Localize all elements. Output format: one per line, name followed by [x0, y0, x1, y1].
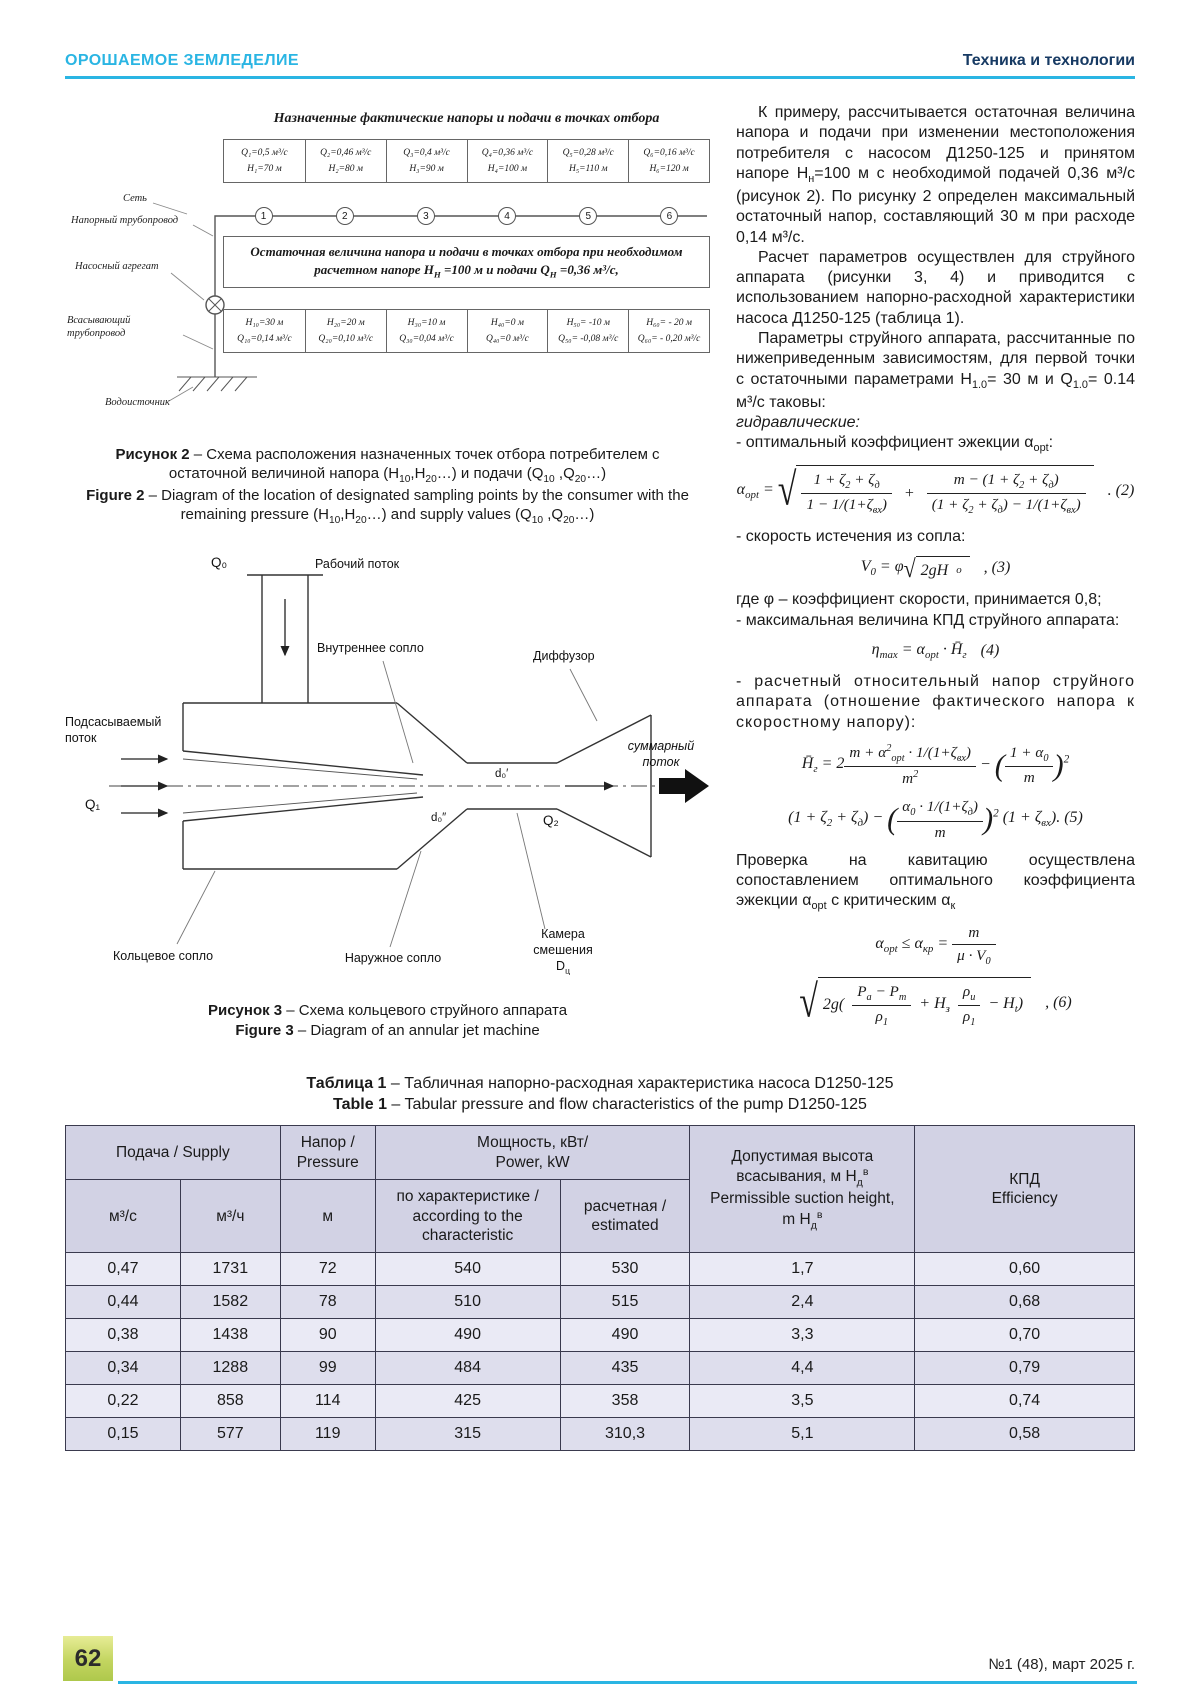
table-row — [66, 1352, 1135, 1385]
table-cell: 5,1 — [690, 1418, 915, 1451]
paragraph: Проверка на кавитацию осуществлена сопоставлением оптимального коэффициента эжекции $\alpha_{opt}$ с критическим $\alpha_к$ — [736, 851, 1135, 913]
formula-term: ( — [994, 748, 1005, 783]
point-marker: 4 — [498, 207, 516, 225]
point-marker: 6 — [660, 207, 678, 225]
formula-term: $\rho_1$ — [875, 1008, 888, 1029]
table-cell: 114 — [280, 1385, 375, 1418]
table-cell: Q₅=0,28 м³/с H₅=110 м — [547, 140, 628, 182]
table-1-caption — [65, 1074, 1135, 1116]
point-marker: 3 — [417, 207, 435, 225]
formula-term: 2gH о — [916, 556, 970, 581]
table-cell: 0,22 — [66, 1385, 181, 1418]
table-cell: 0,79 — [915, 1352, 1135, 1385]
formula-5-line-1 — [736, 742, 1135, 789]
table-1-caption-en: Table 1 – Tabular pressure and flow characteristics of the pump D1250-125 — [333, 1095, 867, 1113]
table-cell: 1,7 — [690, 1253, 915, 1286]
q0-label: Q₀ — [211, 555, 228, 571]
annular-nozzle-label: Кольцевое сопло — [113, 949, 214, 964]
formula-term: $\alpha_{opt}$ = — [736, 480, 778, 502]
formula-term: $1 + \alpha_0$ — [1005, 743, 1054, 767]
q2-label: Q₂ — [543, 813, 559, 829]
diffuser-label: Диффузор — [533, 649, 595, 664]
header-rule — [65, 76, 1135, 79]
figure-3 — [65, 551, 710, 1039]
table-cell: 310,3 — [560, 1418, 690, 1451]
paragraph: - оптимальный коэффициент эжекции $\alpha_{opt}$: — [736, 434, 1054, 455]
formula-term: $V_0 = \varphi$ — [860, 558, 904, 579]
table-1 — [65, 1125, 1135, 1451]
content-columns — [65, 103, 1135, 1040]
paragraph: Расчет параметров осуществлен для струйного аппарата (рисунки 3, 4) и приводится с использованием напорно-расходной характеристики насоса Д1250-125 (таблица 1). — [736, 248, 1135, 327]
network-label: Сеть — [123, 193, 147, 204]
table-cell: 435 — [560, 1352, 690, 1385]
table-row — [66, 1418, 1135, 1451]
table-cell: 1438 — [180, 1319, 280, 1352]
formula-term: $H̄_г = 2$ — [801, 754, 845, 775]
q1-label: Q₁ — [85, 797, 101, 813]
figure-3-diagram — [65, 551, 710, 991]
table-cell: Q₆=0,16 м³/с H₆=120 м — [628, 140, 709, 182]
formula-term: m — [952, 923, 995, 944]
page-number-box — [63, 1636, 113, 1681]
figure-3-caption-en: Figure 3 – Diagram of an annular jet machine — [235, 1021, 540, 1039]
formula-4 — [736, 640, 1135, 663]
formula-term: m — [934, 823, 946, 841]
table-cell: 0,38 — [66, 1319, 181, 1352]
suction-flow-label: Подсасываемый поток — [65, 715, 162, 746]
table-cell: 72 — [280, 1253, 375, 1286]
table-cell: 0,60 — [915, 1253, 1135, 1286]
table-cell: 315 — [375, 1418, 560, 1451]
formula-term: 2 — [993, 807, 999, 820]
table-cell: 119 — [280, 1418, 375, 1451]
table-cell: 515 — [560, 1286, 690, 1319]
figure-2-caption-ru: Рисунок 2 – Схема расположения назначенных точек отбора потребителем с остаточной величиной напора $(H_{10},H_{20}\dots)$ и подачи ($Q_{10}$ $,Q_{20}\dots$) — [115, 446, 660, 486]
paragraph: - расчетный относительный напор струйного аппарата (отношение фактического напора к скоростному напору): — [736, 672, 1135, 731]
column-header-efficiency: КПД Efficiency — [915, 1126, 1135, 1253]
table-row — [66, 1253, 1135, 1286]
radical-icon: √ — [777, 465, 797, 516]
radical-icon: √ — [799, 977, 818, 1028]
table-cell: 3,5 — [690, 1385, 915, 1418]
formula-term: 2g( — [822, 996, 845, 1014]
inner-nozzle-label: Внутреннее сопло — [317, 641, 424, 656]
formula-term: 2 — [1063, 753, 1070, 766]
page-header — [65, 0, 1135, 70]
formula-term: ) — [982, 802, 994, 837]
column-header-supply: Подача / Supply — [66, 1126, 281, 1180]
formula-term: $m^2$ — [902, 769, 919, 788]
equation-number: , (6) — [1045, 993, 1072, 1011]
formula-term: $\eta_{max} = \alpha_{opt}$ · $H̄_г$ — [871, 640, 967, 662]
formula-term: $m + \alpha^2_{opt} \cdot 1/(1+\zeta_{вх})$ — [844, 742, 976, 767]
article-column — [736, 103, 1135, 1040]
table-cell: H₁₀=30 м Q₁₀=0,14 м³/с — [237, 318, 292, 345]
formula-term: $(1 + \zeta_2 + \zeta_д) - 1/(1+\zeta_{вх})$ — [931, 496, 1081, 517]
table-cell: 0,68 — [915, 1286, 1135, 1319]
outer-nozzle-label: Наружное сопло — [344, 951, 442, 966]
table-row — [66, 1385, 1135, 1418]
figure-2-bottom-table — [223, 309, 710, 353]
formula-6-line-1 — [736, 923, 1135, 967]
formula-term: m — [1023, 769, 1035, 787]
table-cell: Q₂=0,46 м³/с H₂=80 м — [305, 140, 386, 182]
formula-6-line-2 — [736, 977, 1135, 1029]
formula-term: $\mu \cdot V_0$ — [957, 946, 991, 967]
suction-pipe-label: Всасывающий трубопровод — [67, 315, 131, 339]
equation-number: (4) — [980, 642, 1000, 660]
table-cell: 78 — [280, 1286, 375, 1319]
table-cell: 1731 — [180, 1253, 280, 1286]
figures-column — [65, 103, 710, 1040]
table-cell: 0,44 — [66, 1286, 181, 1319]
table-cell: 540 — [375, 1253, 560, 1286]
formula-term: + $H_з$ — [919, 995, 950, 1016]
equation-number: , (3) — [983, 559, 1011, 577]
paragraph: где φ – коэффициент скорости, принимается 0,8; — [736, 591, 1102, 609]
table-cell: 577 — [180, 1418, 280, 1451]
formula-3 — [736, 553, 1135, 583]
figure-2-top-table — [223, 139, 710, 183]
table-cell: 484 — [375, 1352, 560, 1385]
footer-rule — [118, 1681, 1137, 1684]
column-subheader-m: м — [280, 1180, 375, 1253]
table-cell: H₂₀=20 м Q₂₀=0,10 м³/с — [305, 310, 386, 352]
paragraph: К примеру, рассчитывается остаточная величина напора и подачи при изменении местоположения потребителя с насосом Д1250-125 и принятом напоре $Н_н=100$ м с необходимой подачей 0,36 м³/с (рисунок 2). По рисунку 2 определен максимальный остаточный напор, составляющий 30 м при расходе 0,14 м³/с. — [736, 104, 1136, 246]
journal-title: ОРОШАЕМОЕ ЗЕМЛЕДЕЛИЕ — [65, 52, 299, 69]
table-cell: H₃₀=10 м Q₃₀=0,04 м³/с — [386, 310, 467, 352]
formula-term: $P_а - P_m$ — [852, 982, 911, 1006]
formula-term: ) — [1053, 748, 1064, 783]
formula-term: $\rho_1$ — [962, 1008, 976, 1029]
figure-2-diagram-title: Назначенные фактические напоры и подачи в точках отбора — [273, 111, 660, 126]
table-row — [66, 1319, 1135, 1352]
total-flow-label: суммарный поток — [627, 739, 695, 770]
table-cell: 510 — [375, 1286, 560, 1319]
pump-unit-label: Насосный агрегат — [75, 261, 159, 272]
column-header-suction: Допустимая высота всасывания, м $H_д^в$ Permissible suction height, m $H_д^в$ — [690, 1126, 915, 1253]
formula-2 — [736, 465, 1135, 517]
table-cell: Q₄=0,36 м³/с H₄=100 м — [467, 140, 548, 182]
formula-term: $1 + \zeta_2 + \zeta_д$ — [801, 470, 891, 494]
table-cell: 0,58 — [915, 1418, 1135, 1451]
table-cell: 0,15 — [66, 1418, 181, 1451]
table-cell: 858 — [180, 1385, 280, 1418]
figure-2-note: Остаточная величина напора и подачи в точках отбора при необходимом расчетном напоре $Н_Н =100$ м и подачи $Q_Н =0,36$ м³/с, — [223, 236, 710, 288]
column-subheader-m3s: м³/с — [66, 1180, 181, 1253]
table-cell: 2,4 — [690, 1286, 915, 1319]
formula-term: + — [903, 484, 915, 502]
figure-2-caption-en: Figure 2 – Diagram of the location of designated sampling points by the consumer with the remaining pressure $(H_{10},H_{20}\dots)$ and supply values ($Q_{10}$ $,Q_{20}\dots$) — [86, 487, 689, 527]
figure-2-sampling-points — [223, 207, 710, 225]
d0-prime-label: d₀′ — [495, 768, 509, 781]
table-cell: 1582 — [180, 1286, 280, 1319]
water-source-label: Водоисточник — [105, 397, 170, 408]
table-cell: 530 — [560, 1253, 690, 1286]
figure-2-caption — [65, 445, 710, 527]
formula-5-line-2 — [736, 797, 1135, 841]
page-number: 62 — [74, 1645, 102, 1672]
table-cell: Q₃=0,4 м³/с H₃=90 м — [386, 140, 467, 182]
table-cell: H₅₀= -10 м Q₅₀= -0,08 м³/с — [547, 310, 628, 352]
table-cell: 0,70 — [915, 1319, 1135, 1352]
table-cell: 1288 — [180, 1352, 280, 1385]
column-header-power: Мощность, кВт/ Power, kW — [375, 1126, 690, 1180]
formula-term: $\rho_и$ — [958, 982, 980, 1006]
figure-2 — [65, 103, 710, 527]
table-cell: 90 — [280, 1319, 375, 1352]
table-cell: 0,34 — [66, 1352, 181, 1385]
column-subheader-by-characteristic: по характеристике / according to the characteristic — [375, 1180, 560, 1253]
section-title: Техника и технологии — [962, 52, 1135, 69]
equation-number: . (2) — [1107, 482, 1135, 500]
formula-term: $1 - 1/(1+\zeta_{вх})$ — [806, 496, 887, 517]
column-subheader-estimated: расчетная / estimated — [560, 1180, 690, 1253]
table-1-caption-ru: Таблица 1 – Табличная напорно-расходная характеристика насоса D1250-125 — [306, 1074, 894, 1092]
table-row — [66, 1286, 1135, 1319]
working-flow-label: Рабочий поток — [315, 557, 400, 572]
table-cell: 490 — [375, 1319, 560, 1352]
column-subheader-m3h: м³/ч — [180, 1180, 280, 1253]
column-header-pressure: Напор / Pressure — [280, 1126, 375, 1180]
table-cell: H₄₀=0 м Q₄₀=0 м³/с — [467, 310, 548, 352]
table-cell: 490 — [560, 1319, 690, 1352]
formula-term: ( — [887, 802, 898, 837]
radical-icon: √ — [903, 553, 916, 583]
table-cell: H₆₀= - 20 м Q₆₀= - 0,20 м³/с — [628, 310, 709, 352]
figure-3-caption-ru: Рисунок 3 – Схема кольцевого струйного аппарата — [207, 1002, 568, 1020]
figure-3-lines — [65, 551, 710, 991]
paragraph: гидравлические: — [736, 414, 860, 432]
table-cell: 0,47 — [66, 1253, 181, 1286]
formula-term: − — [979, 755, 991, 773]
table-cell: 0,74 — [915, 1385, 1135, 1418]
table-cell: 3,3 — [690, 1319, 915, 1352]
figure-2-diagram — [65, 103, 710, 435]
issue-info: №1 (48), март 2025 г. — [988, 1656, 1135, 1673]
mixing-chamber-label: Камера смешения $D_ц$ — [533, 927, 593, 976]
formula-term: $\alpha_0 \cdot 1/(1+\zeta_д)$ — [897, 797, 983, 821]
table-cell: Q₁=0,5 м³/с H₁=70 м — [241, 148, 288, 175]
table-cell: 358 — [560, 1385, 690, 1418]
point-marker: 5 — [579, 207, 597, 225]
point-marker: 1 — [255, 207, 273, 225]
formula-term: − $H_t$) — [988, 995, 1024, 1016]
page-footer — [0, 1633, 1200, 1697]
formula-term: $(1 + \zeta_2 + \zeta_д)$ − — [788, 809, 888, 830]
table-cell: 4,4 — [690, 1352, 915, 1385]
formula-term: $m - (1 + \zeta_2 + \zeta_д)$ — [927, 470, 1086, 494]
paragraph: - скорость истечения из сопла: — [736, 527, 966, 545]
point-marker: 2 — [336, 207, 354, 225]
pressure-pipe-label: Напорный трубопровод — [71, 215, 179, 226]
figure-3-caption — [65, 1001, 710, 1039]
paragraph: - максимальная величина КПД струйного аппарата: — [736, 611, 1120, 629]
formula-term: $\alpha_{opt} \le \alpha_{кр}$ = — [875, 935, 953, 956]
table-cell: 99 — [280, 1352, 375, 1385]
paragraph: Параметры струйного аппарата, рассчитанные по нижеприведенным зависимостям, для первой точки с остаточными параметрами $Н_{1.0}= 30$ м и $Q_{1.0}= 0.14$ м³/с таковы: — [736, 330, 1135, 411]
formula-term: $(1 + \zeta_{вх})$. (5) — [998, 809, 1083, 830]
d0-double-prime-label: d₀″ — [431, 812, 447, 825]
table-cell: 425 — [375, 1385, 560, 1418]
